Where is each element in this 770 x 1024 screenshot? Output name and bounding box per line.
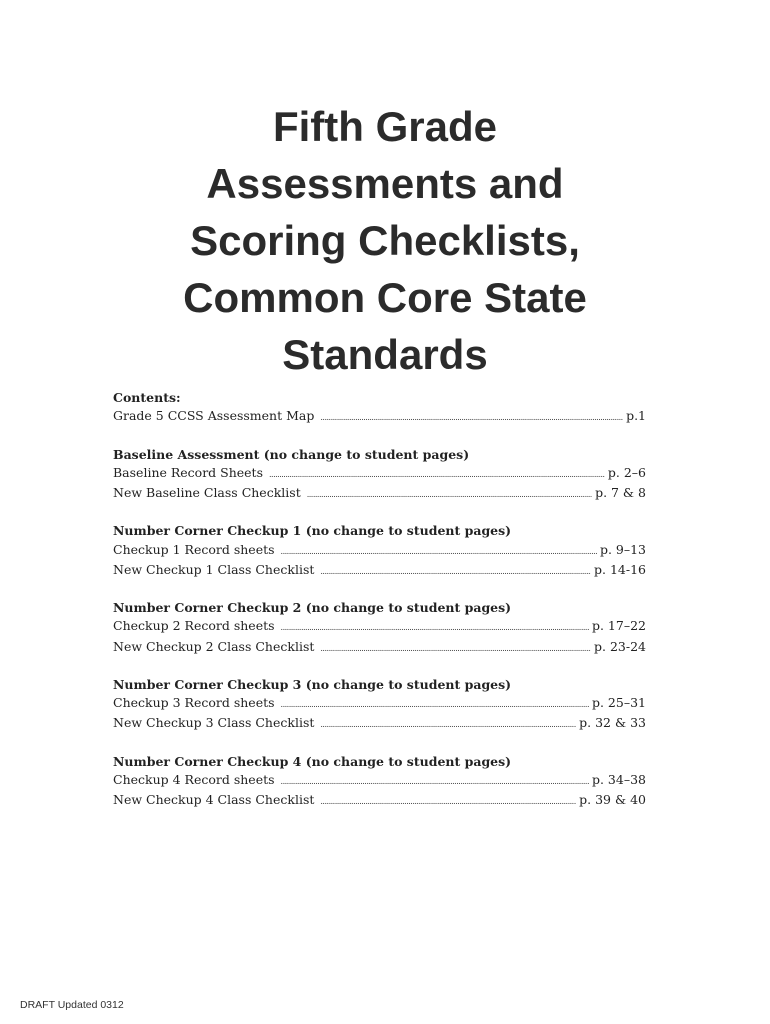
toc-section-heading: Number Corner Checkup 2 (no change to student pages) <box>113 600 512 616</box>
toc-entry-page: p. 39 & 40 <box>579 792 646 808</box>
toc-entry-page: p.1 <box>626 408 646 424</box>
toc-entry-label: Baseline Record Sheets <box>113 464 263 480</box>
toc-entry-page: p. 9–13 <box>599 541 646 557</box>
toc-section <box>113 753 646 812</box>
toc-entry-page: p. 25–31 <box>591 695 646 711</box>
toc-entry-page: p. 34–38 <box>591 771 646 787</box>
title-line: Assessments and <box>206 160 564 207</box>
toc-leader-dots <box>281 619 589 637</box>
toc-entry-label: New Checkup 1 Class Checklist <box>113 561 315 577</box>
toc-entry <box>113 714 646 734</box>
toc-entry-label: New Baseline Class Checklist <box>113 485 301 500</box>
toc-entry <box>113 791 646 811</box>
toc-entry-label: Checkup 4 Record sheets <box>113 771 275 787</box>
toc-entry-label: New Checkup 4 Class Checklist <box>113 792 315 808</box>
toc-section-heading: Number Corner Checkup 1 (no change to student pages) <box>113 523 512 539</box>
toc-leader-dots <box>320 409 623 427</box>
toc-entry-page: p. 32 & 33 <box>579 715 646 731</box>
toc-entry <box>113 617 646 637</box>
toc-entry-label: New Checkup 2 Class Checklist <box>113 638 315 654</box>
toc-entry-page: p. 23-24 <box>594 638 646 654</box>
toc-section-heading: Number Corner Checkup 4 (no change to student pages) <box>113 753 512 769</box>
toc-entry-label: Checkup 1 Record sheets <box>113 541 275 557</box>
toc-entry <box>113 638 646 658</box>
title-line: Standards <box>282 331 488 378</box>
toc-section <box>113 599 646 658</box>
toc-leader-dots <box>307 486 592 504</box>
toc-entry-label: Grade 5 CCSS Assessment Map <box>113 408 315 424</box>
toc-section <box>113 407 646 427</box>
toc-leader-dots <box>320 716 576 734</box>
toc-entry-page: p. 17–22 <box>591 618 646 634</box>
toc-leader-dots <box>281 543 597 561</box>
page-title <box>0 98 770 383</box>
toc-entry-label: Checkup 2 Record sheets <box>113 618 275 634</box>
toc-entry <box>113 464 646 484</box>
toc-section <box>113 676 646 735</box>
toc-section <box>113 446 646 505</box>
title-line: Scoring Checklists, <box>190 217 580 264</box>
toc-leader-dots <box>281 773 589 791</box>
toc-entry-label: Checkup 3 Record sheets <box>113 695 275 711</box>
toc-leader-dots <box>269 466 605 484</box>
toc-entry <box>113 407 646 427</box>
toc-leader-dots <box>320 563 591 581</box>
toc-section-heading: Number Corner Checkup 3 (no change to student pages) <box>113 676 512 692</box>
toc-entry <box>113 694 646 714</box>
title-line: Common Core State <box>183 274 587 321</box>
toc-entry <box>113 561 646 581</box>
footer-draft-note: DRAFT Updated 0312 <box>20 999 124 1011</box>
title-line: Fifth Grade <box>272 103 497 150</box>
toc-leader-dots <box>320 793 576 811</box>
contents-heading: Contents: <box>113 390 181 405</box>
toc-entry-page: p. 2–6 <box>607 464 646 480</box>
toc-entry <box>113 541 646 561</box>
toc-leader-dots <box>320 640 591 658</box>
toc-entry <box>113 771 646 791</box>
toc-entry <box>113 484 646 504</box>
toc-section <box>113 522 646 581</box>
toc-leader-dots <box>281 696 589 714</box>
toc-entry-page: p. 7 & 8 <box>595 485 646 500</box>
toc-entry-label: New Checkup 3 Class Checklist <box>113 715 315 731</box>
toc-entry-page: p. 14-16 <box>594 561 646 577</box>
toc-section-heading: Baseline Assessment (no change to student pages) <box>113 446 470 462</box>
table-of-contents <box>113 389 646 811</box>
